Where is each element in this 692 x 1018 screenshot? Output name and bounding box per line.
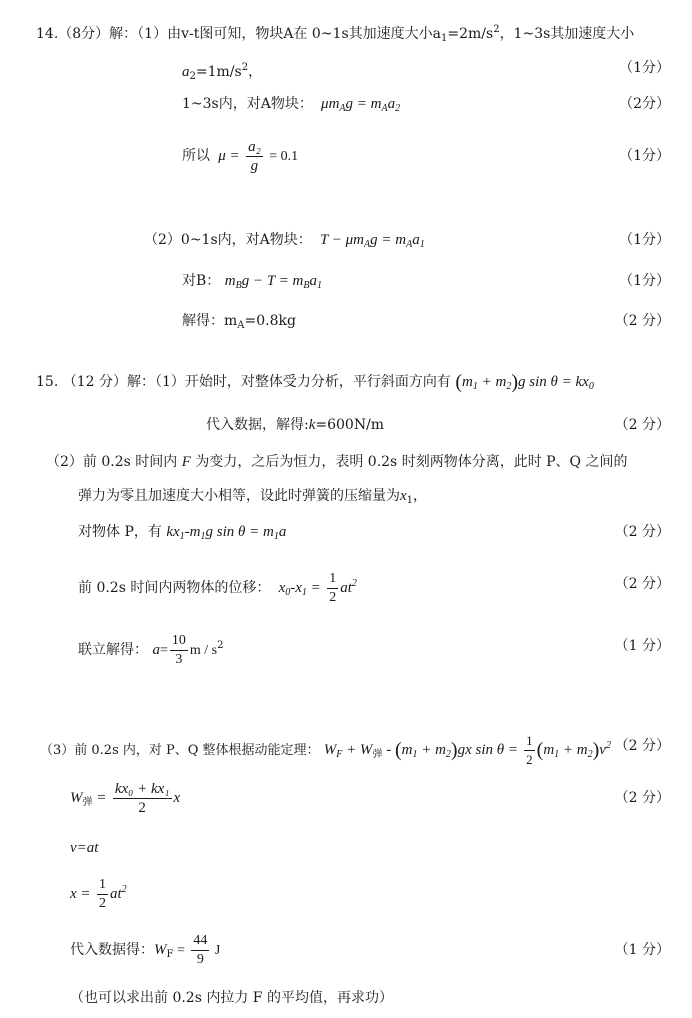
q14-b-eq: 对B： $m_Bg - T = m_Ba_1$ [182,273,322,291]
q14-score-6: （2 分） [614,313,670,329]
q15-accel-result: 联立解得： a= $\frac{10}{3}$ m / $s^2$ [78,632,224,667]
q14-mu-result: 所以 μ = $\frac{\text{a₂}}{g}$ = 0.1 [182,138,299,174]
q14-score-5: （1分） [619,273,670,289]
q15-score-5: （2 分） [614,738,670,754]
q14-a2-line: $a_2=1m/s^2$， [182,62,263,82]
q14-part2-eq: （2）0~1s内，对A物块： $T - \mu m_Ag = m_Aa_1$ [144,232,425,250]
q14-score-4: （1分） [619,232,670,248]
q15-work-result: 代入数据得：$W_F$ = $\frac{44}{9}$ J [70,932,221,967]
q14-header: 14.（8分）解：（1）由v-t图可知，物块A在 0~1s其加速度大小$a_1=2m/s^2$，1~3s其加速度大小 [36,24,635,44]
q15-score-3: （2 分） [614,576,670,592]
q15-part2-line1: （2）前 0.2s 时间内 F 为变力，之后为恒力，表明 0.2s 时刻两物体分离，此时 P、Q 之间的 [46,454,628,470]
q15-score-1: （2 分） [614,417,670,433]
q15-header: 15. （12 分）解：（1）开始时，对整体受力分析，平行斜面方向有 $(m_1 + m_2)g$ $\sin \theta = kx_0$ [36,371,594,393]
q14-score-3: （1分） [619,148,670,164]
q15-spring-work-eq: $W_弹$ = $\frac{\text{kx₀ + kx₁}}{2}$ x [70,780,181,816]
q15-note: （也可以求出前 0.2s 内拉力 F 的平均值，再求功） [70,990,393,1006]
q15-energy-eq: （3）前 0.2s 内，对 P、Q 整体根据动能定理： $W_F + W_弹 - (m_1 + m_2)gx$ sin θ = $\frac{1}{2}$ $(m_1 + m_2)v^2$ [40,733,611,767]
q15-displacement-eq: 前 0.2s 时间内两物体的位移： $x_0-x_1$ = $\frac{1}{2}$ $at^2$ [78,570,357,605]
q14-score-1: （1分） [619,60,670,76]
q14-score-2: （2分） [619,96,670,112]
q15-p-eq: 对物体 P，有 $kx_1-m_1g$ $\sin \theta = m_1a$ [78,524,287,542]
q15-k-result: 代入数据，解得:k=600N/m [206,417,385,433]
q15-score-6: （2 分） [614,790,670,806]
q15-score-4: （1 分） [614,638,670,654]
q15-x-eq: x = $\frac{1}{2}$ $at^2$ [70,876,127,911]
q14-friction-eq: 1~3s内，对A物块： $\mu m_Ag = m_Aa_2$ [182,96,401,114]
q15-part2-line2: 弹力为零且加速度大小相等，设此时弹簧的压缩量为$x_1$， [78,488,428,506]
q15-score-2: （2 分） [614,524,670,540]
q15-velocity-eq: v=at [70,840,99,856]
q14-mass-result: 解得：$m_A=0.8kg$ [182,313,296,331]
q15-score-7: （1 分） [614,942,670,958]
